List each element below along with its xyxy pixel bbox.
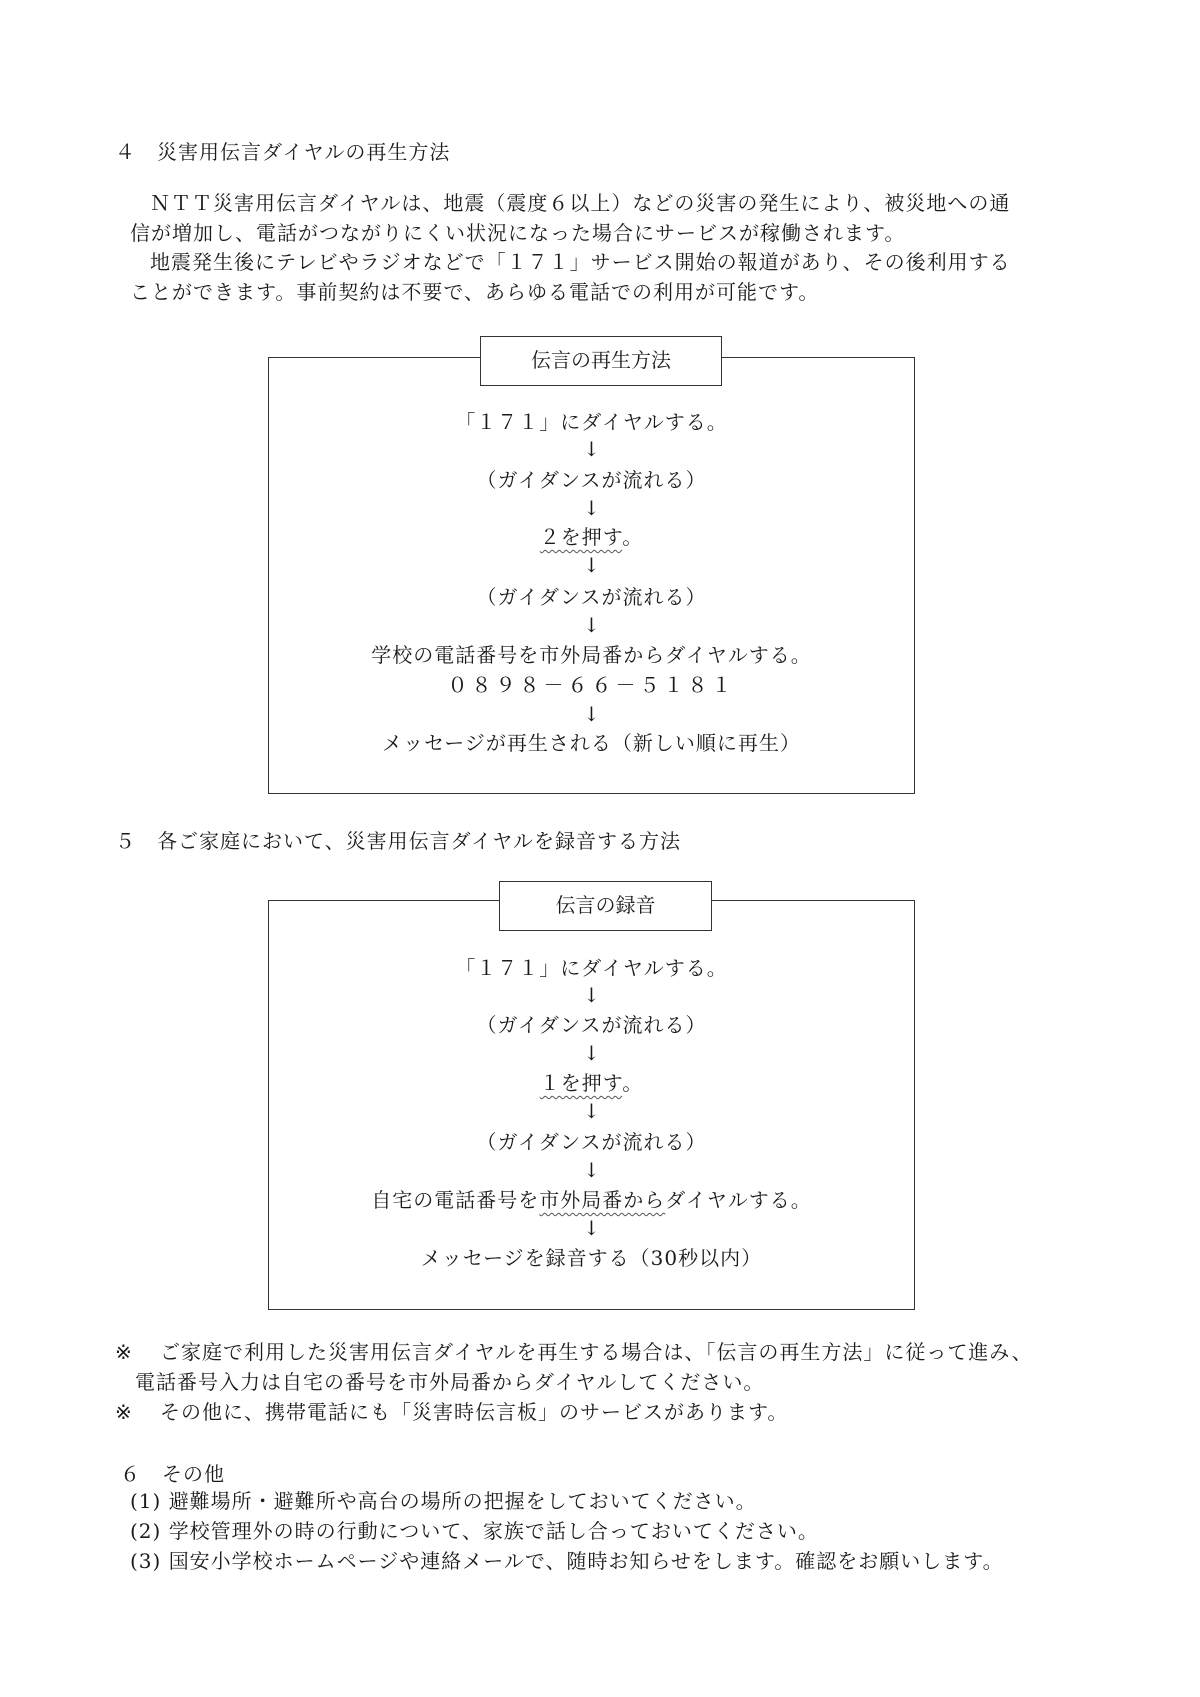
section-4-para2-line2: ことができます。事前契約は不要で、あらゆる電話での利用が可能です。: [130, 280, 820, 304]
record-step-guidance-1: （ガイダンスが流れる）: [476, 1013, 707, 1037]
record-arrow-2: ↓: [583, 1041, 600, 1065]
record-step-dial-171: 「１７１」にダイヤルする。: [455, 956, 728, 980]
record-press-1-period: 。: [622, 1071, 644, 1095]
record-arrow-4: ↓: [583, 1158, 600, 1182]
note-1-line1: ご家庭で利用した災害用伝言ダイヤルを再生する場合は、「伝言の再生方法」に従って進み、: [160, 1340, 1033, 1364]
note-1-mark: ※: [115, 1340, 133, 1364]
note-1-line2: 電話番号入力は自宅の番号を市外局番からダイヤルしてください。: [135, 1370, 765, 1394]
playback-press-2-text: ２を押す: [539, 525, 623, 549]
section-4-para1-line1: ＮＴＴ災害用伝言ダイヤルは、地震（震度６以上）などの災害の発生により、被災地への通: [150, 191, 1011, 215]
record-dial-home-underlined: 市外局番から: [539, 1188, 666, 1212]
playback-press-2-period: 。: [622, 525, 644, 549]
playback-arrow-2: ↓: [583, 496, 600, 520]
section-4-para1-line2: 信が増加し、電話がつながりにくい状況になった場合にサービスが稼働されます。: [130, 221, 906, 245]
record-dial-home-pre: 自宅の電話番号を: [371, 1188, 540, 1212]
section-4-heading: ４ 災害用伝言ダイヤルの再生方法: [115, 140, 451, 164]
playback-step-dial-171: 「１７１」にダイヤルする。: [455, 410, 728, 434]
playback-step-message-played: メッセージが再生される（新しい順に再生）: [382, 731, 801, 755]
section-6-item-2: (2) 学校管理外の時の行動について、家族で話し合っておいてください。: [130, 1519, 819, 1543]
playback-arrow-3: ↓: [583, 553, 600, 577]
note-2-mark: ※: [115, 1400, 133, 1424]
record-arrow-1: ↓: [583, 983, 600, 1007]
playback-arrow-1: ↓: [583, 437, 600, 461]
playback-step-press-2: [269, 523, 914, 551]
record-step-guidance-2: （ガイダンスが流れる）: [476, 1130, 707, 1154]
playback-procedure-box: [268, 357, 915, 794]
record-step-message-recorded: メッセージを録音する（30秒以内）: [420, 1246, 763, 1270]
section-6-item-1: (1) 避難場所・避難所や高台の場所の把握をしておいてください。: [130, 1489, 757, 1513]
playback-arrow-4: ↓: [583, 613, 600, 637]
record-press-1-text: １を押す: [539, 1071, 623, 1095]
playback-arrow-5: ↓: [583, 702, 600, 726]
record-box-title: 伝言の録音: [499, 881, 712, 931]
school-phone-number: ０８９８－６６－５１８１: [447, 673, 736, 697]
section-6-item-3: (3) 国安小学校ホームページや連絡メールで、随時お知らせをします。確認をお願いします。: [130, 1549, 1004, 1573]
record-dial-home-post: ダイヤルする。: [665, 1188, 812, 1212]
playback-step-guidance-1: （ガイダンスが流れる）: [476, 468, 707, 492]
playback-step-guidance-2: （ガイダンスが流れる）: [476, 585, 707, 609]
playback-box-title: 伝言の再生方法: [480, 336, 722, 386]
record-arrow-5: ↓: [583, 1216, 600, 1240]
record-step-press-1: [269, 1069, 914, 1097]
record-step-dial-home: [269, 1186, 914, 1214]
note-2-text: その他に、携帯電話にも「災害時伝言板」のサービスがあります。: [160, 1400, 789, 1424]
playback-step-dial-school: 学校の電話番号を市外局番からダイヤルする。: [371, 643, 812, 667]
section-5-heading: ５ 各ご家庭において、災害用伝言ダイヤルを録音する方法: [115, 829, 681, 853]
record-procedure-box: [268, 900, 915, 1310]
section-6-heading: ６ その他: [120, 1462, 225, 1486]
record-arrow-3: ↓: [583, 1099, 600, 1123]
section-4-para2-line1: 地震発生後にテレビやラジオなどで「１７１」サービス開始の報道があり、その後利用する: [150, 250, 1011, 274]
